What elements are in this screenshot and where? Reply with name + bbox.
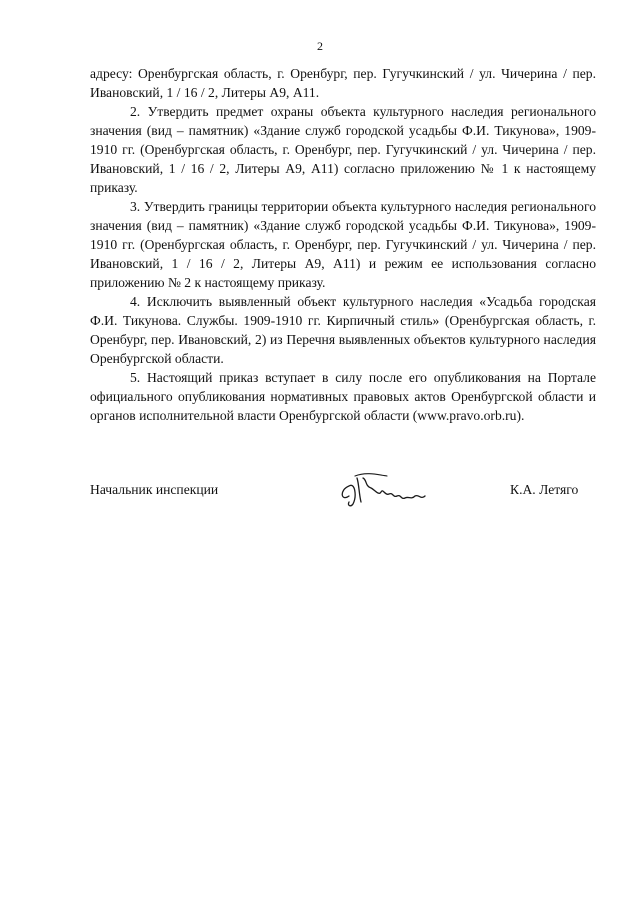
paragraph-address-continuation: адресу: Оренбургская область, г. Оренбург, пер. Гугучкинский / ул. Чичерина / пер. Ивановский, 1 / 16 / 2, Литеры А9, А11. [90, 66, 596, 100]
paragraph-item-2: 2. Утвердить предмет охраны объекта культурного наследия регионального значения (вид – памятник) «Здание служб городской усадьбы Ф.И. Тикунова», 1909-1910 гг. (Оренбургская область, г. Оренбург, пер. Гугучкинский / ул. Чичерина / пер. Ивановский, 1 / 16 / 2, Литеры А9, А11) согласно приложению № 1 к настоящему приказу. [90, 104, 596, 195]
paragraph-item-4: 4. Исключить выявленный объект культурного наследия «Усадьба городская Ф.И. Тикунова. Службы. 1909-1910 гг. Кирпичный стиль» (Оренбургская область, г. Оренбург, пер. Ивановский, 2) из Перечня выявленных объектов культурного наследия Оренбургской области. [90, 294, 596, 366]
page-number: 2 [317, 39, 323, 53]
signatory-name: К.А. Летяго [510, 482, 579, 497]
document-body [90, 64, 596, 425]
signature-block [0, 476, 640, 516]
paragraph-item-3: 3. Утвердить границы территории объекта культурного наследия регионального значения (вид – памятник) «Здание служб городской усадьбы Ф.И. Тикунова», 1909-1910 гг. (Оренбургская область, г. Оренбург, пер. Гугучкинский / ул. Чичерина / пер. Ивановский, 1 / 16 / 2, Литеры А9, А11) и режим ее использования согласно приложению № 2 к настоящему приказу. [90, 199, 596, 290]
paragraph-item-5: 5. Настоящий приказ вступает в силу после его опубликования на Портале официального опубликования нормативных правовых актов Оренбургской области и органов исполнительной власти Оренбургской области (www.pravo.orb.ru). [90, 370, 596, 423]
handwritten-signature [335, 466, 435, 508]
signatory-position: Начальник инспекции [90, 482, 219, 497]
